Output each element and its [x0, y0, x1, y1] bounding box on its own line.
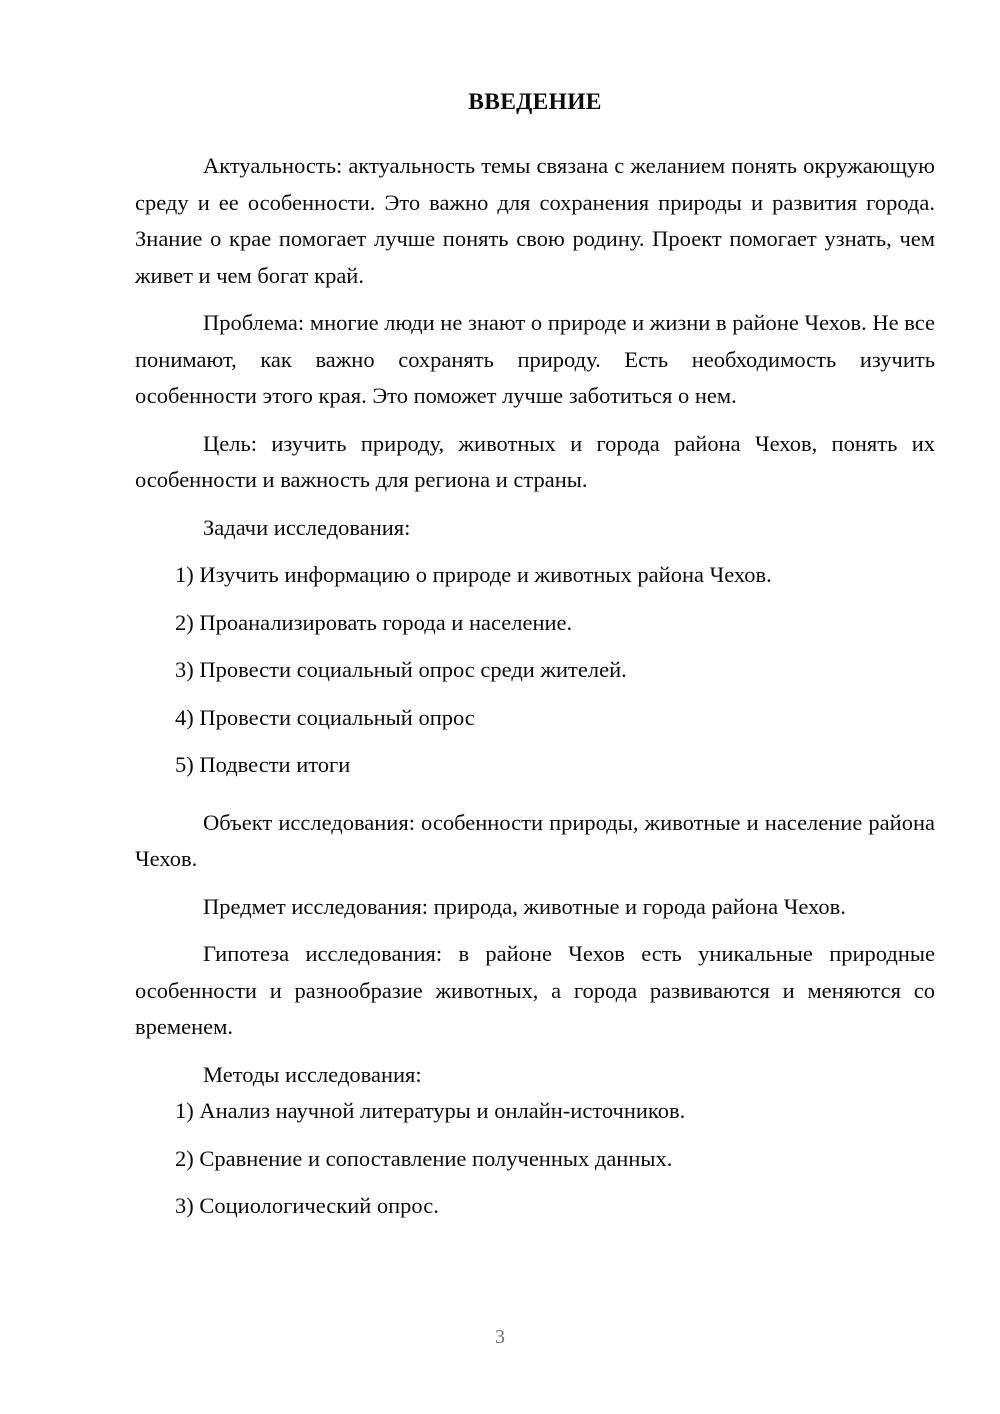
paragraph-relevance: Актуальность: актуальность темы связана с желанием понять окружающую среду и ее особенности. Это важно для сохранения природы и развития города. Знание о крае помогает лучше понять свою родину. Проект помогает узнать, чем живет и чем богат край.	[135, 153, 935, 288]
tasks-list	[135, 557, 935, 784]
tasks-heading: Задачи исследования:	[203, 514, 411, 540]
paragraph-subject: Предмет исследования: природа, животные и города района Чехов.	[203, 893, 846, 919]
list-item: 4) Провести социальный опрос	[175, 704, 475, 730]
list-item: 1) Анализ научной литературы и онлайн-источников.	[175, 1098, 686, 1124]
list-item: 3) Социологический опрос.	[175, 1193, 439, 1219]
methods-list	[135, 1093, 935, 1225]
list-item: 3) Провести социальный опрос среди жителей.	[175, 657, 627, 683]
paragraph-goal: Цель: изучить природу, животных и города района Чехов, понять их особенности и важность для региона и страны.	[135, 430, 935, 493]
page-title: ВВЕДЕНИЕ	[468, 89, 602, 115]
list-item: 1) Изучить информацию о природе и животных района Чехов.	[175, 562, 772, 588]
list-item: 2) Проанализировать города и население.	[175, 609, 573, 635]
paragraph-object: Объект исследования: особенности природы, животные и население района Чехов.	[135, 809, 935, 872]
page-number: 3	[495, 1326, 505, 1348]
document-body	[135, 88, 935, 1236]
list-item: 2) Сравнение и сопоставление полученных данных.	[175, 1145, 673, 1171]
paragraph-problem: Проблема: многие люди не знают о природе и жизни в районе Чехов. Не все понимают, как важно сохранять природу. Есть необходимость изучить особенности этого края. Это поможет лучше заботиться о нем.	[135, 310, 935, 409]
list-item: 5) Подвести итоги	[175, 752, 351, 778]
spacer	[135, 795, 935, 805]
methods-heading: Методы исследования:	[203, 1061, 422, 1087]
paragraph-hypothesis: Гипотеза исследования: в районе Чехов есть уникальные природные особенности и разнообразие животных, а города развиваются и меняются со временем.	[135, 941, 935, 1040]
